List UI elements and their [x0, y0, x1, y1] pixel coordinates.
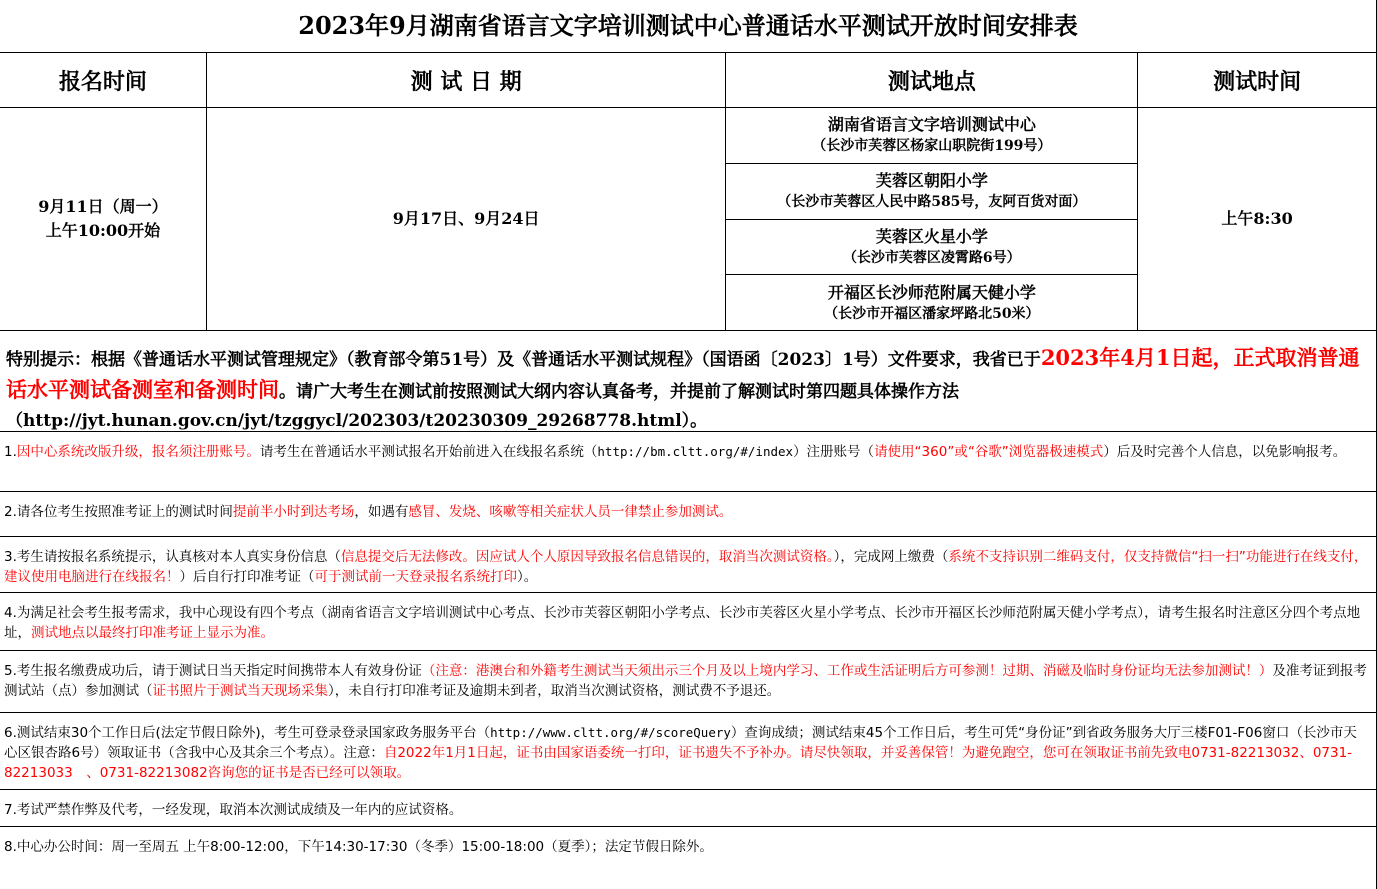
- list-item: [0, 713, 1376, 790]
- site-name: 湖南省语言文字培训测试中心: [827, 115, 1036, 135]
- item-text: ）查询成绩；测试结束45个工作日后，考生可凭“身份证”到省政务服务大厅三楼F01-F06窗口（长沙市天心区银杏路6号）领取证书（含我中心及其余三个考点）。注意：: [4, 725, 1357, 761]
- list-item: [0, 432, 1376, 492]
- list-item: [0, 492, 1376, 537]
- item-text: ）后及时完善个人信息，以免影响报考。: [1103, 444, 1347, 460]
- site-address: （长沙市芙蓉区凌霄路6号）: [842, 249, 1021, 266]
- item-red-text: 自2022年1月1日起，证书由国家语委统一打印，证书遗失不予补办。请尽快领取，并妥善保管！为避免跑空，您可在领取证书前先致电0731-82213032、0731-82213033 、0731-82213082咨询您的证书是否已经可以领取。: [4, 745, 1353, 781]
- header-test-date: 测 试 日 期: [207, 53, 727, 107]
- site-address: （长沙市芙蓉区杨家山职院街199号）: [812, 138, 1052, 155]
- registration-cell: [0, 108, 207, 330]
- list-item: [0, 651, 1376, 713]
- item-text: ，如遇有: [354, 504, 409, 520]
- item-red-text: 因中心系统改版升级，报名须注册账号。: [16, 444, 260, 460]
- site-name: 芙蓉区朝阳小学: [875, 171, 988, 191]
- item-text: 请考生在普通话水平测试报名开始前进入在线报名系统（: [259, 444, 598, 460]
- site-address: （长沙市开福区潘家坪路北50米）: [824, 305, 1040, 322]
- test-dates: 9月17日、9月24日: [392, 209, 540, 228]
- item-text: 8.中心办公时间：周一至周五 上午8:00-12:00，下午14:30-17:30（冬季）15:00-18:00（夏季）；法定节假日除外。: [4, 839, 713, 855]
- item-text: 4.为满足社会考生报考需求，我中心现设有四个考点（湖南省语言文字培训测试中心考点、长沙市芙蓉区朝阳小学考点、长沙市芙蓉区火星小学考点、长沙市开福区长沙师范附属天健小学考点），请考生报名时注意区分四个考点地址，: [4, 605, 1361, 641]
- item-text: 2.请各位考生按照准考证上的测试时间: [4, 504, 233, 520]
- site-item: [726, 164, 1137, 220]
- item-text: ），完成网上缴费（: [833, 549, 949, 565]
- notice-suffix: 。请广大考生在测试前按照测试大纲内容认真备考，并提前了解测试时第四题具体操作方法: [279, 382, 959, 402]
- item-red-text: 测试地点以最终打印准考证上显示为准。: [31, 625, 274, 641]
- item-text: 3.考生请按报名系统提示，认真核对本人真实身份信息（: [4, 549, 341, 565]
- header-test-location: 测试地点: [726, 53, 1138, 107]
- item-red-text: 证书照片于测试当天现场采集: [152, 683, 328, 699]
- header-test-time: 测试时间: [1213, 68, 1302, 95]
- page-title: 2023年9月湖南省语言文字培训测试中心普通话水平测试开放时间安排表: [0, 0, 1376, 53]
- item-red-text: （注意：港澳台和外籍考生测试当天须出示三个月及以上境内学习、工作或生活证明后方可参测！过期、消磁及临时身份证均无法参加测试！）: [421, 663, 1273, 679]
- list-item: [0, 827, 1376, 867]
- item-text: 7.考试严禁作弊及代考，一经发现，取消本次测试成绩及一年内的应试资格。: [4, 802, 463, 818]
- test-time-cell: [1138, 108, 1376, 330]
- item-text: ）后自行打印准考证（: [179, 569, 315, 585]
- list-item: [0, 537, 1376, 593]
- header-registration-time: 报名时间: [0, 53, 207, 107]
- item-red-text: 系统不支持识别二维码支付，仅支持微信“扫一扫”功能进行在线支付，建议使用电脑进行在线报名！: [4, 549, 1368, 585]
- item-text: ）。: [517, 569, 538, 585]
- test-time: 上午8:30: [1221, 209, 1293, 228]
- site-item: [726, 108, 1137, 164]
- registration-start: 上午10:00开始: [45, 221, 161, 240]
- list-item: [0, 790, 1376, 827]
- table-row: [0, 108, 1376, 331]
- item-text: 6.测试结束30个工作日后(法定节假日除外)，考生可登录登录国家政务服务平台（: [4, 725, 491, 741]
- special-notice: [0, 331, 1376, 432]
- test-sites-cell: [726, 108, 1138, 330]
- table-header-row: [0, 53, 1376, 108]
- item-number: 1.: [4, 444, 17, 460]
- registration-link[interactable]: http://bm.cltt.org/#/index: [597, 444, 794, 459]
- item-text: 及准考证到报考测试站（点）参加测试（: [4, 663, 1367, 699]
- site-item: [726, 220, 1137, 276]
- site-name: 开福区长沙师范附属天健小学: [827, 282, 1036, 302]
- item-red-text: 提前半小时到达考场: [232, 504, 355, 520]
- item-text: ），未自行打印准考证及逾期未到者，取消当次测试资格，测试费不予退还。: [328, 683, 781, 699]
- notice-url: （http://jyt.hunan.gov.cn/jyt/tzggycl/202303/t20230309_29268778.html）。: [6, 411, 708, 431]
- item-red-text: 可于测试前一天登录报名系统打印: [314, 569, 517, 585]
- item-red-text: 感冒、发烧、咳嗽等相关症状人员一律禁止参加测试。: [408, 504, 733, 520]
- registration-date: 9月11日（周一）: [38, 197, 168, 216]
- site-address: （长沙市芙蓉区人民中路585号，友阿百货对面）: [777, 194, 1087, 211]
- site-item: [726, 275, 1137, 330]
- site-name: 芙蓉区火星小学: [875, 226, 988, 246]
- notice-highlight: 2023年4月1日起，正式取消普通话水平测试备测室和备测时间: [6, 345, 1360, 402]
- item-red-text: 信息提交后无法修改。因应试人个人原因导致报名信息错误的，取消当次测试资格。: [340, 549, 834, 565]
- test-dates-cell: [207, 108, 727, 330]
- item-text: 5.考生报名缴费成功后，请于测试日当天指定时间携带本人有效身份证: [4, 663, 422, 679]
- item-text: ）注册账号（: [793, 444, 875, 460]
- score-query-link[interactable]: http://www.cltt.org/#/scoreQuery: [490, 725, 731, 740]
- item-red-text: 请使用“360”或“谷歌”浏览器极速模式: [874, 444, 1104, 460]
- notice-prefix: 特别提示：根据《普通话水平测试管理规定》（教育部令第51号）及《普通话水平测试规程》（国语函〔2023〕1号）文件要求，我省已于: [6, 350, 1041, 370]
- list-item: [0, 593, 1376, 651]
